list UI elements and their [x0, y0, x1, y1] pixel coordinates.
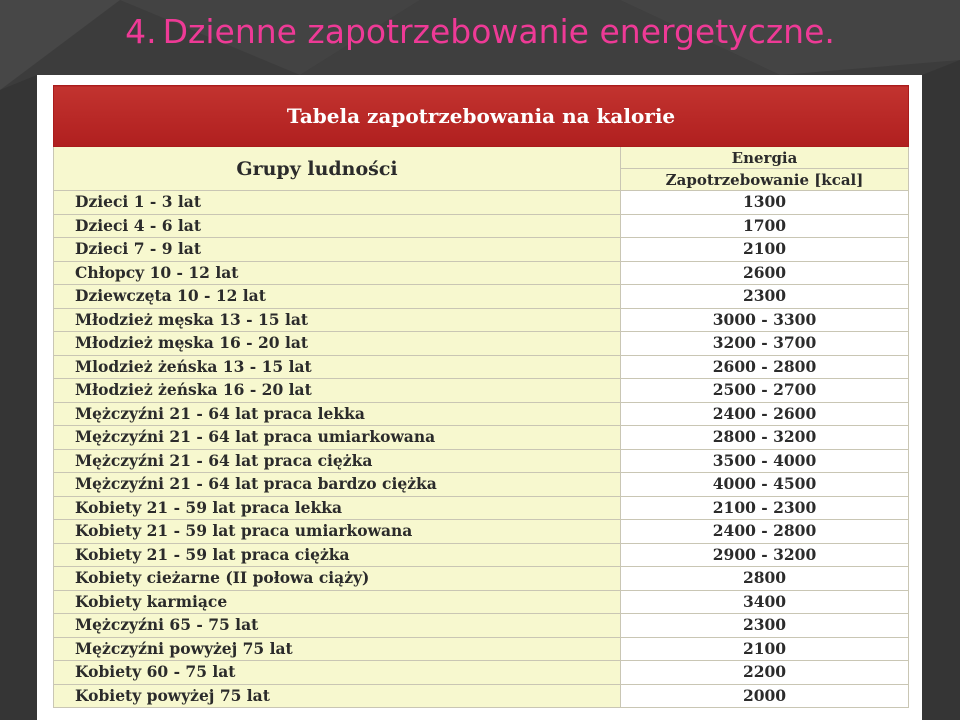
group-cell: Kobiety karmiące: [54, 590, 621, 614]
table-row: [54, 614, 909, 638]
table-row: [54, 520, 909, 544]
group-column-header: Grupy ludności: [54, 147, 621, 191]
group-cell: Mężczyźni 21 - 64 lat praca ciężka: [54, 449, 621, 473]
group-cell: Młodzież męska 13 - 15 lat: [54, 308, 621, 332]
group-cell: Dzieci 7 - 9 lat: [54, 238, 621, 262]
table-row: [54, 496, 909, 520]
kcal-cell: 2600: [621, 261, 909, 285]
column-header-row: [54, 147, 909, 169]
slide-title: [0, 8, 960, 56]
kcal-cell: 2200: [621, 661, 909, 685]
group-cell: Kobiety 60 - 75 lat: [54, 661, 621, 685]
group-cell: Mężczyźni 21 - 64 lat praca bardzo ciężka: [54, 473, 621, 497]
table-row: [54, 637, 909, 661]
group-cell: Chłopcy 10 - 12 lat: [54, 261, 621, 285]
table-row: [54, 449, 909, 473]
group-cell: Dzieci 4 - 6 lat: [54, 214, 621, 238]
table-row: [54, 379, 909, 403]
kcal-cell: 3500 - 4000: [621, 449, 909, 473]
table-body: [54, 191, 909, 708]
group-cell: Mlodzież żeńska 13 - 15 lat: [54, 355, 621, 379]
table-row: [54, 543, 909, 567]
table-row: [54, 332, 909, 356]
kcal-cell: 2800 - 3200: [621, 426, 909, 450]
group-cell: Kobiety 21 - 59 lat praca umiarkowana: [54, 520, 621, 544]
table-row: [54, 261, 909, 285]
table-row: [54, 567, 909, 591]
group-cell: Kobiety 21 - 59 lat praca lekka: [54, 496, 621, 520]
group-cell: Młodzież żeńska 16 - 20 lat: [54, 379, 621, 403]
group-cell: Mężczyźni 65 - 75 lat: [54, 614, 621, 638]
kcal-cell: 4000 - 4500: [621, 473, 909, 497]
slide-number: 4.: [125, 12, 157, 51]
table-row: [54, 191, 909, 215]
kcal-cell: 2400 - 2800: [621, 520, 909, 544]
group-cell: Dziewczęta 10 - 12 lat: [54, 285, 621, 309]
kcal-cell: 1700: [621, 214, 909, 238]
calorie-table: [53, 85, 909, 708]
table-row: [54, 308, 909, 332]
kcal-cell: 2400 - 2600: [621, 402, 909, 426]
group-cell: Dzieci 1 - 3 lat: [54, 191, 621, 215]
group-cell: Kobiety cieżarne (II połowa ciąży): [54, 567, 621, 591]
group-cell: Mężczyźni powyżej 75 lat: [54, 637, 621, 661]
group-cell: Młodzież męska 16 - 20 lat: [54, 332, 621, 356]
kcal-cell: 3200 - 3700: [621, 332, 909, 356]
kcal-cell: 2100: [621, 637, 909, 661]
table-title-row: [54, 86, 909, 147]
table-row: [54, 684, 909, 708]
group-cell: Kobiety 21 - 59 lat praca ciężka: [54, 543, 621, 567]
table-row: [54, 426, 909, 450]
group-cell: Mężczyźni 21 - 64 lat praca lekka: [54, 402, 621, 426]
slide-title-text: Dzienne zapotrzebowanie energetyczne.: [162, 12, 835, 51]
kcal-cell: 2100 - 2300: [621, 496, 909, 520]
table-row: [54, 590, 909, 614]
table-row: [54, 661, 909, 685]
kcal-cell: 2900 - 3200: [621, 543, 909, 567]
kcal-cell: 1300: [621, 191, 909, 215]
group-cell: Mężczyźni 21 - 64 lat praca umiarkowana: [54, 426, 621, 450]
group-cell: Kobiety powyżej 75 lat: [54, 684, 621, 708]
kcal-cell: 2000: [621, 684, 909, 708]
kcal-cell: 2800: [621, 567, 909, 591]
kcal-cell: 3000 - 3300: [621, 308, 909, 332]
demand-column-header: Zapotrzebowanie [kcal]: [621, 169, 909, 191]
kcal-cell: 2100: [621, 238, 909, 262]
table-title: Tabela zapotrzebowania na kalorie: [54, 86, 909, 147]
table-row: [54, 285, 909, 309]
table-row: [54, 214, 909, 238]
kcal-cell: 3400: [621, 590, 909, 614]
kcal-cell: 2600 - 2800: [621, 355, 909, 379]
kcal-cell: 2500 - 2700: [621, 379, 909, 403]
kcal-cell: 2300: [621, 285, 909, 309]
energy-column-header: Energia: [621, 147, 909, 169]
table-row: [54, 355, 909, 379]
table-row: [54, 473, 909, 497]
kcal-cell: 2300: [621, 614, 909, 638]
table-row: [54, 402, 909, 426]
table-row: [54, 238, 909, 262]
